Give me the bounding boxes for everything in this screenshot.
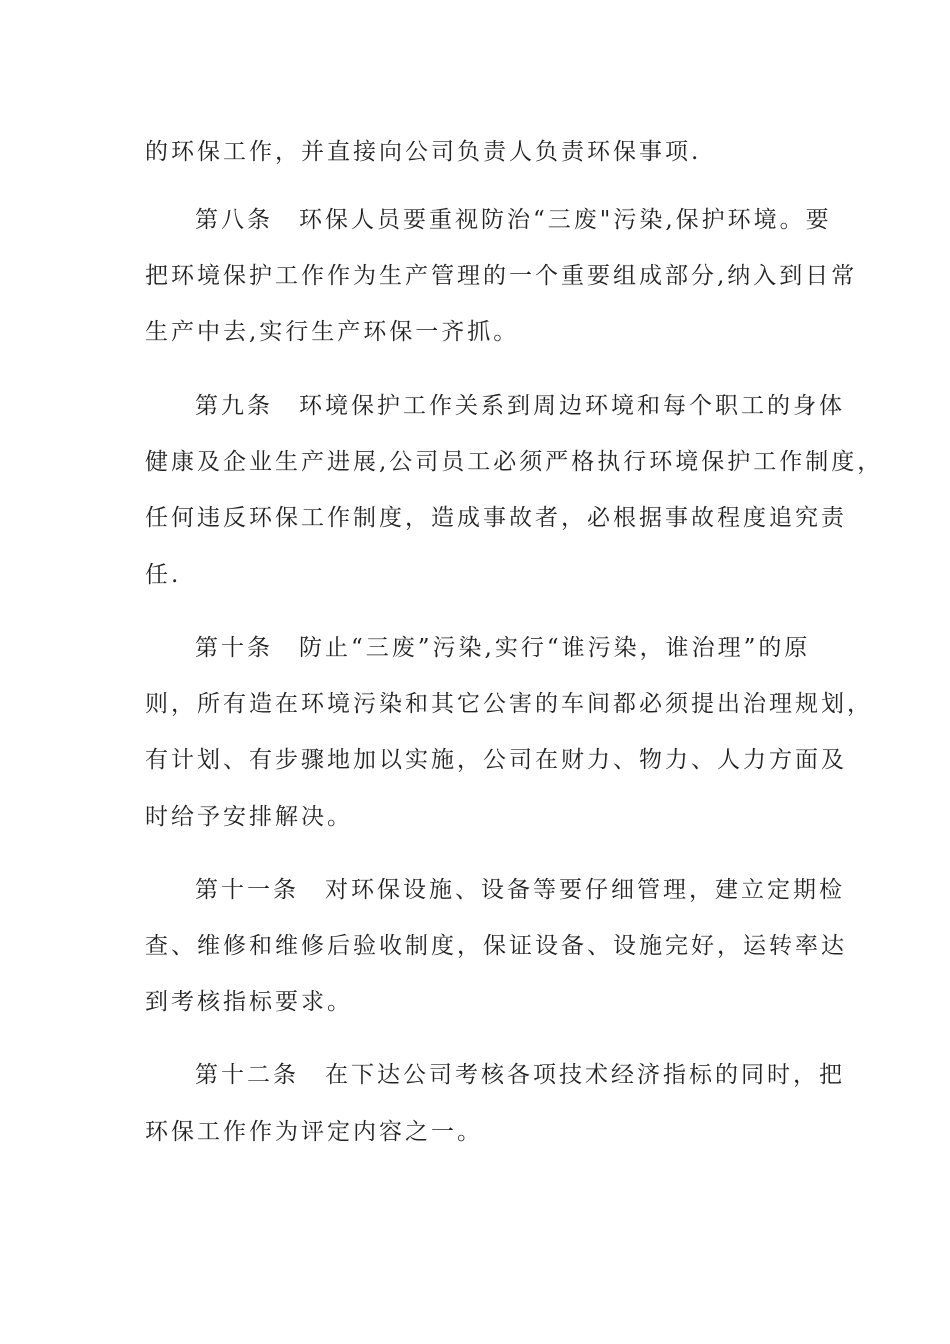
text-line: 把环境保护工作作为生产管理的一个重要组成部分,纳入到日常 <box>145 263 858 289</box>
text-line: 任. <box>145 562 182 588</box>
article-11-heading-line: 第十一条 对环保设施、设备等要仔细管理，建立定期检 <box>195 877 845 903</box>
article-10-heading-line: 第十条 防止“三废”污染,实行“谁污染，谁治理”的原 <box>195 635 811 661</box>
text-line: 环保工作作为评定内容之一。 <box>145 1119 483 1145</box>
text-line: 生产中去,实行生产环保一齐抓。 <box>145 319 520 345</box>
text-line: 查、维修和维修后验收制度，保证设备、设施完好，运转率达 <box>145 933 847 959</box>
text-line: 时给予安排解决。 <box>145 804 353 830</box>
text-line: 则，所有造在环境污染和其它公害的车间都必须提出治理规划， <box>145 691 873 717</box>
text-line: 有计划、有步骤地加以实施，公司在财力、物力、人力方面及 <box>145 747 847 773</box>
article-9-heading-line: 第九条 环境保护工作关系到周边环境和每个职工的身体 <box>195 393 845 419</box>
text-line: 健康及企业生产进展,公司员工必须严格执行环境保护工作制度， <box>145 449 884 475</box>
text-line: 的环保工作，并直接向公司负责人负责环保事项. <box>145 139 702 165</box>
article-12-heading-line: 第十二条 在下达公司考核各项技术经济指标的同时，把 <box>195 1062 845 1088</box>
text-line: 任何违反环保工作制度，造成事故者，必根据事故程度追究责 <box>145 505 847 531</box>
article-8-heading-line: 第八条 环保人员要重视防治“三废"污染,保护环境。要 <box>195 207 832 233</box>
text-line: 到考核指标要求。 <box>145 989 353 1015</box>
